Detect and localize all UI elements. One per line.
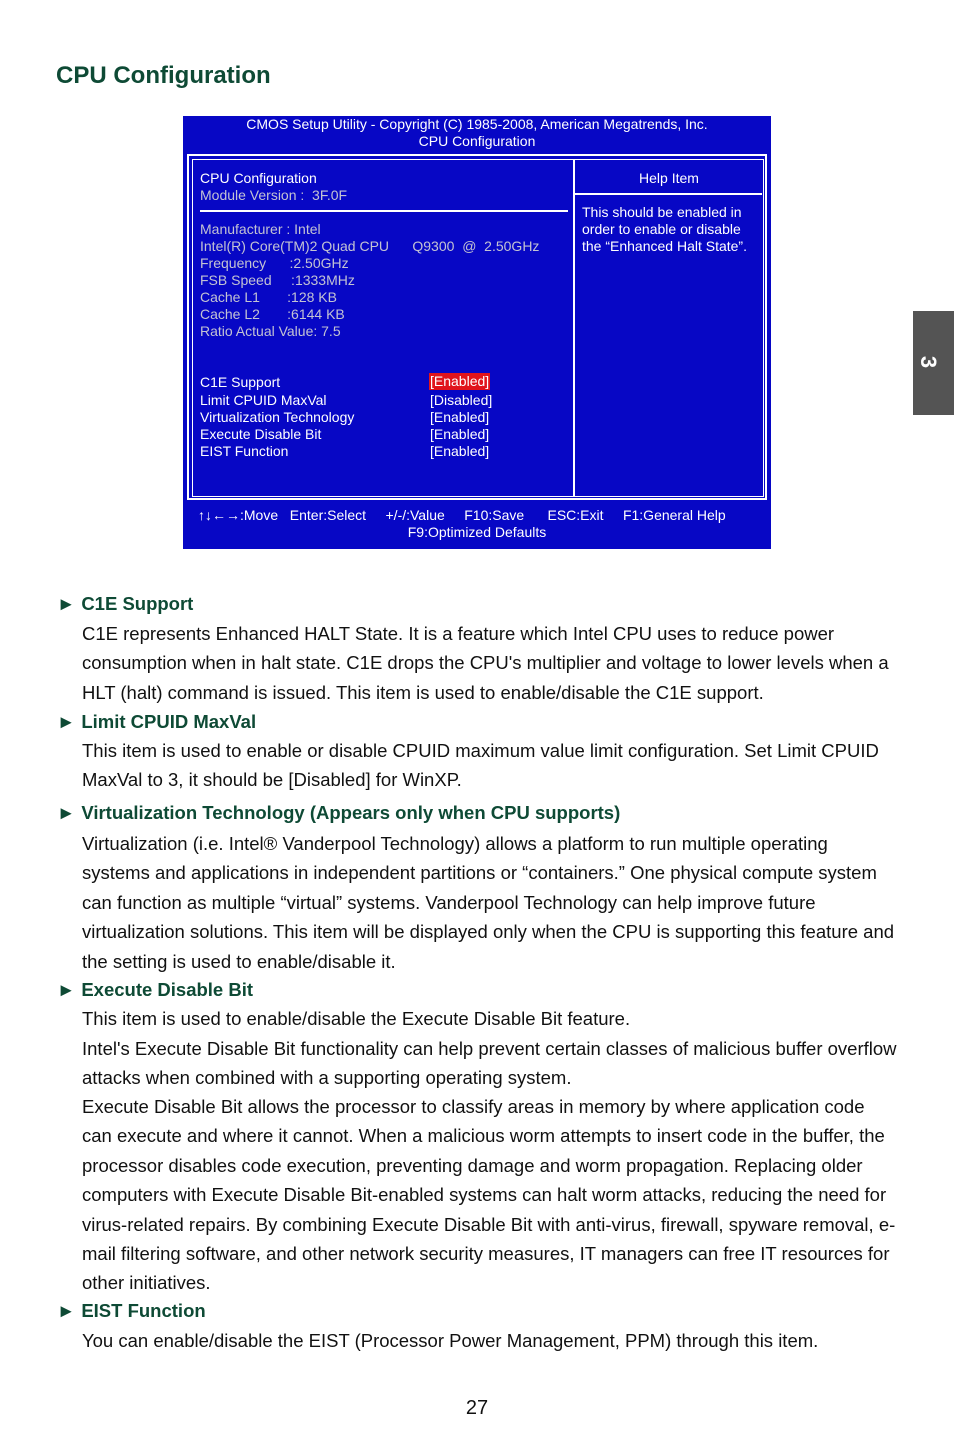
info-cache-l2: Cache L2 :6144 KB: [200, 306, 345, 322]
bios-pane-divider: [573, 160, 575, 496]
section-title-eist: [57, 1300, 206, 1322]
bios-screen: [183, 116, 771, 549]
section-title-c1e: [57, 593, 193, 615]
section-body-execute-disable-2: Intel's Execute Disable Bit functionality can help prevent certain classes of malicious buffer overflow attacks when combined with a supporting operating system.: [82, 1038, 897, 1089]
bios-inner-frame: [192, 159, 764, 497]
bios-screen-title: CPU Configuration: [418, 132, 536, 149]
section-body-c1e: C1E represents Enhanced HALT State. It is a feature which Intel CPU uses to reduce power consumption when in halt state. C1E drops the CPU's multiplier and voltage to lower levels when a HLT (halt) command is issued. This item is used to enable/disable the C1E support.: [82, 623, 889, 703]
chapter-number: 3: [916, 355, 942, 369]
option-label: EIST Function: [200, 443, 289, 459]
triangle-bullet-icon: ►: [57, 979, 76, 1000]
page-title: CPU Configuration: [56, 62, 271, 89]
option-label: Execute Disable Bit: [200, 426, 322, 442]
help-item-text: This should be enabled in order to enable or disable the “Enhanced Halt State”.: [582, 204, 747, 254]
section-heading-text: Virtualization Technology (Appears only when CPU supports): [81, 802, 621, 823]
section-body-execute-disable-3: Execute Disable Bit allows the processor to classify areas in memory by where application code can execute and where it cannot. When a malicious worm attempts to insert code in the buffer, the processor disables code execution, preventing damage and worm propagation. Replacing older computers with Execute Disable Bit-enabled systems can halt worm attacks, reducing the need for virus-related repairs. By combining Execute Disable Bit with anti-virus, firewall, spyware removal, e-mail filtering software, and other network security measures, IT managers can free IT resources for other initiatives.: [82, 1096, 896, 1294]
section-body-execute-disable-1: This item is used to enable/disable the Execute Disable Bit feature.: [82, 1008, 631, 1029]
info-cpu-model: Intel(R) Core(TM)2 Quad CPU Q9300 @ 2.50GHz: [200, 238, 540, 254]
option-value-selected[interactable]: [Enabled]: [430, 373, 490, 389]
info-manufacturer: Manufacturer : Intel: [200, 221, 321, 237]
help-divider: [575, 193, 762, 195]
option-value[interactable]: [Enabled]: [430, 443, 490, 459]
option-value[interactable]: [Enabled]: [430, 409, 490, 425]
triangle-bullet-icon: ►: [57, 1300, 76, 1321]
section-title-limit-cpuid: [57, 711, 256, 733]
bios-copyright: CMOS Setup Utility - Copyright (C) 1985-2008, American Megatrends, Inc.: [246, 116, 708, 132]
info-ratio: Ratio Actual Value: 7.5: [200, 323, 341, 339]
bios-header: [183, 116, 771, 149]
key-legend-row1: ↑↓←→:Move Enter:Select +/-/:Value F10:Save ESC:Exit F1:General Help: [198, 507, 726, 523]
info-fsb-speed: FSB Speed :1333MHz: [200, 272, 355, 288]
option-value[interactable]: [Enabled]: [430, 426, 490, 442]
bios-pane-heading: CPU Configuration: [200, 170, 317, 186]
triangle-bullet-icon: ►: [57, 593, 76, 614]
section-title-virtualization: [57, 802, 620, 824]
section-body-virtualization: Virtualization (i.e. Intel® Vanderpool Technology) allows a platform to run multiple operating systems and applications in independent partitions or “containers.” One physical compute system can function as multiple “virtual” systems. Vanderpool Technology can help improve future virtualization solutions. This item will be displayed only when the CPU is supporting this feature and the setting is used to enable/disable it.: [82, 833, 895, 972]
chapter-tab: [913, 311, 954, 415]
bios-frame: [187, 154, 767, 500]
section-body-limit-cpuid: This item is used to enable or disable CPUID maximum value limit configuration. Set Limit CPUID MaxVal to 3, it should be [Disabled] for WinXP.: [82, 740, 879, 791]
section-title-execute-disable: [57, 979, 253, 1001]
page-number: 27: [465, 1397, 489, 1419]
key-legend-row2: F9:Optimized Defaults: [407, 524, 547, 540]
section-heading-text: Limit CPUID MaxVal: [81, 711, 257, 732]
option-label: C1E Support: [200, 374, 281, 390]
triangle-bullet-icon: ►: [57, 711, 76, 732]
info-cache-l1: Cache L1 :128 KB: [200, 289, 337, 305]
section-heading-text: Execute Disable Bit: [81, 979, 254, 1000]
info-frequency: Frequency :2.50GHz: [200, 255, 349, 271]
bios-left-divider: [200, 210, 568, 212]
section-heading-text: C1E Support: [81, 593, 194, 614]
option-label: Virtualization Technology: [200, 409, 355, 425]
section-body-eist: You can enable/disable the EIST (Processor Power Management, PPM) through this item.: [82, 1330, 819, 1351]
option-label: Limit CPUID MaxVal: [200, 392, 327, 408]
module-version: Module Version : 3F.0F: [200, 187, 348, 203]
section-heading-text: EIST Function: [81, 1300, 206, 1321]
triangle-bullet-icon: ►: [57, 802, 76, 823]
option-value[interactable]: [Disabled]: [430, 392, 493, 408]
help-item-title: Help Item: [639, 170, 699, 186]
